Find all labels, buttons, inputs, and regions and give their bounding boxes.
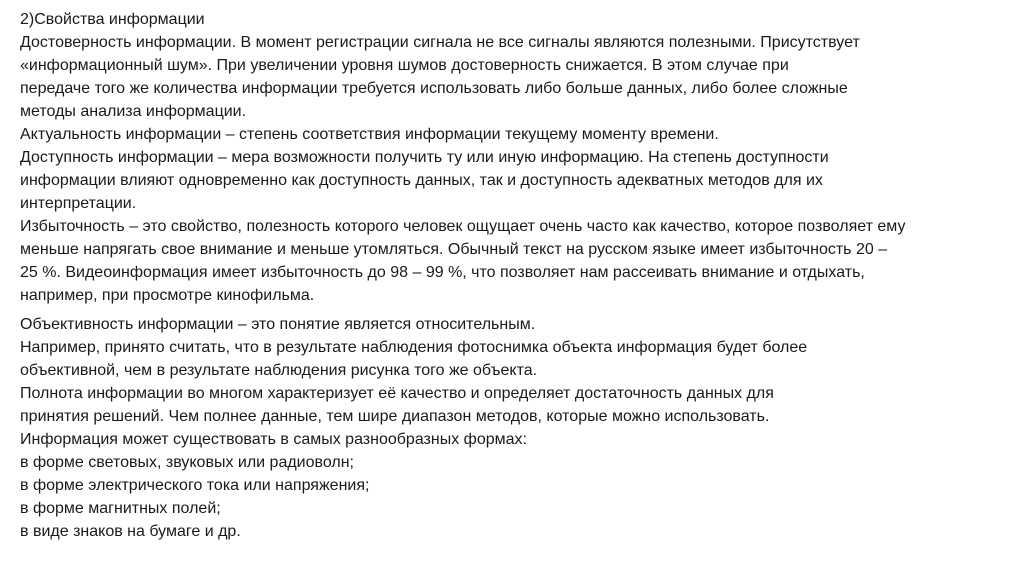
text-line: информации влияют одновременно как доступность данных, так и доступность адекватных методов для их <box>20 172 823 189</box>
list-item: в форме магнитных полей; <box>20 500 221 517</box>
list-item: в форме электрического тока или напряжения; <box>20 477 370 494</box>
text-line: 25 %. Видеоинформация имеет избыточность до 98 – 99 %, что позволяет нам рассеивать внимание и отдыхать, <box>20 264 865 281</box>
text-line: передаче того же количества информации требуется использовать либо больше данных, либо более сложные <box>20 80 848 97</box>
text-line: принятия решений. Чем полнее данные, тем шире диапазон методов, которые можно использовать. <box>20 408 770 425</box>
text-line: Объективность информации – это понятие является относительным. <box>20 316 536 333</box>
text-line: интерпретации. <box>20 195 137 212</box>
slide-text-body <box>20 8 1010 543</box>
text-line: методы анализа информации. <box>20 103 247 120</box>
text-line: Достоверность информации. В момент регистрации сигнала не все сигналы являются полезными. Присутствует <box>20 34 860 51</box>
list-item: в форме световых, звуковых или радиоволн; <box>20 454 354 471</box>
text-line: Информация может существовать в самых разнообразных формах: <box>20 431 527 448</box>
text-line: Например, принято считать, что в результате наблюдения фотоснимка объекта информация будет более <box>20 339 808 356</box>
text-line: например, при просмотре кинофильма. <box>20 287 315 304</box>
text-line: «информационный шум». При увеличении уровня шумов достоверность снижается. В этом случае при <box>20 57 789 74</box>
list-item: в виде знаков на бумаге и др. <box>20 523 241 540</box>
text-line: Полнота информации во многом характеризует её качество и определяет достаточность данных для <box>20 385 774 402</box>
text-line: меньше напрягать свое внимание и меньше утомляться. Обычный текст на русском языке имеет избыточность 20 – <box>20 241 888 258</box>
text-line: Доступность информации – мера возможности получить ту или иную информацию. На степень доступности <box>20 149 829 166</box>
text-line: Актуальность информации – степень соответствия информации текущему моменту времени. <box>20 126 719 143</box>
text-line: объективной, чем в результате наблюдения рисунка того же объекта. <box>20 362 538 379</box>
text-line: Избыточность – это свойство, полезность которого человек ощущает очень часто как качество, которое позволяет ему <box>20 218 906 235</box>
slide-title: 2)Свойства информации <box>20 11 205 28</box>
